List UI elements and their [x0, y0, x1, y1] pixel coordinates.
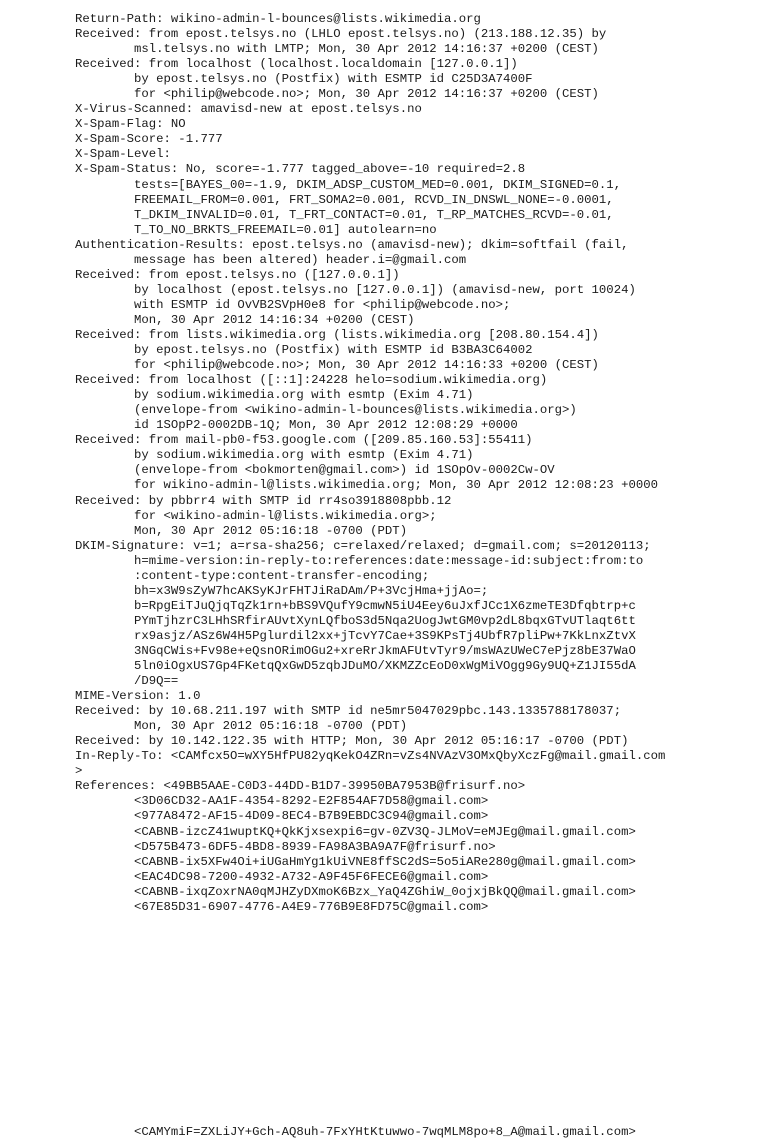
- header-line: by sodium.wikimedia.org with esmtp (Exim 4.71): [75, 388, 474, 403]
- header-line: Mon, 30 Apr 2012 05:16:18 -0700 (PDT): [75, 719, 408, 734]
- header-line: <D575B473-6DF5-4BD8-8939-FA98A3BA9A7F@frisurf.no>: [75, 839, 496, 854]
- header-line: PYmTjhzrC3LHhSRfirAUvtXynLQfboS3d5Nqa2UogJwtGM0vp2dL8bqxGTvUTlaqt6tt: [75, 613, 636, 628]
- header-line: <CABNB-izcZ41wuptKQ+QkKjxsexpi6=gv-0ZV3Q-JLMoV=eMJEg@mail.gmail.com>: [75, 824, 636, 839]
- header-line: bh=x3W9sZyW7hcAKSyKJrFHTJiRaDAm/P+3VcjHma+jjAo=;: [75, 583, 489, 598]
- header-line: Received: by 10.68.211.197 with SMTP id ne5mr5047029pbc.143.1335788178037;: [75, 704, 622, 719]
- header-line: 3NGqCWis+Fv98e+eQsnORimOGu2+xreRrJkmAFUtvTyr9/msWAzUWeC7ePjz8bE37WaO: [75, 643, 636, 658]
- header-line: X-Spam-Score: -1.777: [75, 132, 223, 147]
- email-header-footer-block: [75, 1125, 765, 1140]
- header-line: (envelope-from <wikino-admin-l-bounces@lists.wikimedia.org>): [75, 403, 577, 418]
- header-line: by sodium.wikimedia.org with esmtp (Exim 4.71): [75, 448, 474, 463]
- header-line: with ESMTP id OvVB2SVpH0e8 for <philip@webcode.no>;: [75, 297, 511, 312]
- header-line: <3D06CD32-AA1F-4354-8292-E2F854AF7D58@gmail.com>: [75, 794, 489, 809]
- header-line: X-Spam-Level:: [75, 147, 171, 162]
- header-line: Mon, 30 Apr 2012 14:16:34 +0200 (CEST): [75, 312, 415, 327]
- header-line: for wikino-admin-l@lists.wikimedia.org; Mon, 30 Apr 2012 12:08:23 +0000: [75, 478, 658, 493]
- header-line: X-Spam-Status: No, score=-1.777 tagged_above=-10 required=2.8: [75, 162, 526, 177]
- header-line: b=RpgEiTJuQjqTqZk1rn+bBS9VQufY9cmwN5iU4Eey6uJxfJCc1X6zmeTE3Dfqbtrp+c: [75, 598, 636, 613]
- header-line: by localhost (epost.telsys.no [127.0.0.1]) (amavisd-new, port 10024): [75, 282, 636, 297]
- header-line: X-Virus-Scanned: amavisd-new at epost.telsys.no: [75, 102, 422, 117]
- header-line: /D9Q==: [75, 674, 179, 689]
- header-line: MIME-Version: 1.0: [75, 689, 201, 704]
- header-line: :content-type:content-transfer-encoding;: [75, 568, 430, 583]
- header-line: Received: from localhost (localhost.localdomain [127.0.0.1]): [75, 57, 518, 72]
- header-line: Received: from localhost ([::1]:24228 helo=sodium.wikimedia.org): [75, 373, 548, 388]
- header-line: for <philip@webcode.no>; Mon, 30 Apr 2012 14:16:37 +0200 (CEST): [75, 87, 599, 102]
- header-line: Received: from mail-pb0-f53.google.com ([209.85.160.53]:55411): [75, 433, 533, 448]
- header-line: by epost.telsys.no (Postfix) with ESMTP id C25D3A7400F: [75, 72, 533, 87]
- header-line: References: <49BB5AAE-C0D3-44DD-B1D7-39950BA7953B@frisurf.no>: [75, 779, 526, 794]
- header-line: (envelope-from <bokmorten@gmail.com>) id 1SOpOv-0002Cw-OV: [75, 463, 555, 478]
- header-line: <CABNB-ixqZoxrNA0qMJHZyDXmoK6Bzx_YaQ4ZGhiW_0ojxjBkQQ@mail.gmail.com>: [75, 884, 636, 899]
- header-line: Mon, 30 Apr 2012 05:16:18 -0700 (PDT): [75, 523, 408, 538]
- header-line: h=mime-version:in-reply-to:references:date:message-id:subject:from:to: [75, 553, 644, 568]
- email-header-block: [75, 12, 765, 915]
- header-line: msl.telsys.no with LMTP; Mon, 30 Apr 2012 14:16:37 +0200 (CEST): [75, 42, 599, 57]
- header-line: DKIM-Signature: v=1; a=rsa-sha256; c=relaxed/relaxed; d=gmail.com; s=20120113;: [75, 538, 651, 553]
- header-line: for <philip@webcode.no>; Mon, 30 Apr 2012 14:16:33 +0200 (CEST): [75, 358, 599, 373]
- header-line: by epost.telsys.no (Postfix) with ESMTP id B3BA3C64002: [75, 343, 533, 358]
- blank-gap: [75, 915, 765, 1125]
- header-line: FREEMAIL_FROM=0.001, FRT_SOMA2=0.001, RCVD_IN_DNSWL_NONE=-0.0001,: [75, 192, 614, 207]
- header-line: Received: from epost.telsys.no (LHLO epost.telsys.no) (213.188.12.35) by: [75, 27, 607, 42]
- header-line: tests=[BAYES_00=-1.9, DKIM_ADSP_CUSTOM_MED=0.001, DKIM_SIGNED=0.1,: [75, 177, 622, 192]
- header-line: for <wikino-admin-l@lists.wikimedia.org>;: [75, 508, 437, 523]
- header-line: In-Reply-To: <CAMfcx5O=wXY5HfPU82yqKekO4ZRn=vZs4NVAzV3OMxQbyXczFg@mail.gmail.com: [75, 749, 666, 764]
- email-header-document: [75, 12, 765, 1140]
- header-line: id 1SOpP2-0002DB-1Q; Mon, 30 Apr 2012 12:08:29 +0000: [75, 418, 518, 433]
- header-line: Received: by pbbrr4 with SMTP id rr4so3918808pbb.12: [75, 493, 452, 508]
- header-line: <EAC4DC98-7200-4932-A732-A9F45F6FECE6@gmail.com>: [75, 869, 489, 884]
- header-line: Authentication-Results: epost.telsys.no (amavisd-new); dkim=softfail (fail,: [75, 237, 629, 252]
- header-line: 5ln0iOgxUS7Gp4FKetqQxGwD5zqbJDuMO/XKMZZcEoD0xWgMiVOgg9Gy9UQ+Z1JI55dA: [75, 659, 636, 674]
- header-line: X-Spam-Flag: NO: [75, 117, 186, 132]
- header-line: message has been altered) header.i=@gmail.com: [75, 252, 467, 267]
- header-line: Received: from lists.wikimedia.org (lists.wikimedia.org [208.80.154.4]): [75, 327, 599, 342]
- header-line: rx9asjz/ASz6W4H5Pglurdil2xx+jTcvY7Cae+3S9KPsTj4UbfR7pliPw+7KkLnxZtvX: [75, 628, 636, 643]
- header-line: Received: by 10.142.122.35 with HTTP; Mon, 30 Apr 2012 05:16:17 -0700 (PDT): [75, 734, 629, 749]
- header-line: <CAMYmiF=ZXLiJY+Gch-AQ8uh-7FxYHtKtuwwo-7wqMLM8po+8_A@mail.gmail.com>: [75, 1124, 636, 1139]
- header-line: >: [75, 764, 83, 779]
- header-line: <67E85D31-6907-4776-A4E9-776B9E8FD75C@gmail.com>: [75, 899, 489, 914]
- header-line: <977A8472-AF15-4D09-8EC4-B7B9EBDC3C94@gmail.com>: [75, 809, 489, 824]
- header-line: T_DKIM_INVALID=0.01, T_FRT_CONTACT=0.01, T_RP_MATCHES_RCVD=-0.01,: [75, 207, 614, 222]
- header-line: T_TO_NO_BRKTS_FREEMAIL=0.01] autolearn=no: [75, 222, 437, 237]
- header-line: Received: from epost.telsys.no ([127.0.0.1]): [75, 267, 400, 282]
- header-line: <CABNB-ix5XFw4Oi+iUGaHmYg1kUiVNE8ffSC2dS=5o5iARe280g@mail.gmail.com>: [75, 854, 636, 869]
- header-line: Return-Path: wikino-admin-l-bounces@lists.wikimedia.org: [75, 12, 481, 26]
